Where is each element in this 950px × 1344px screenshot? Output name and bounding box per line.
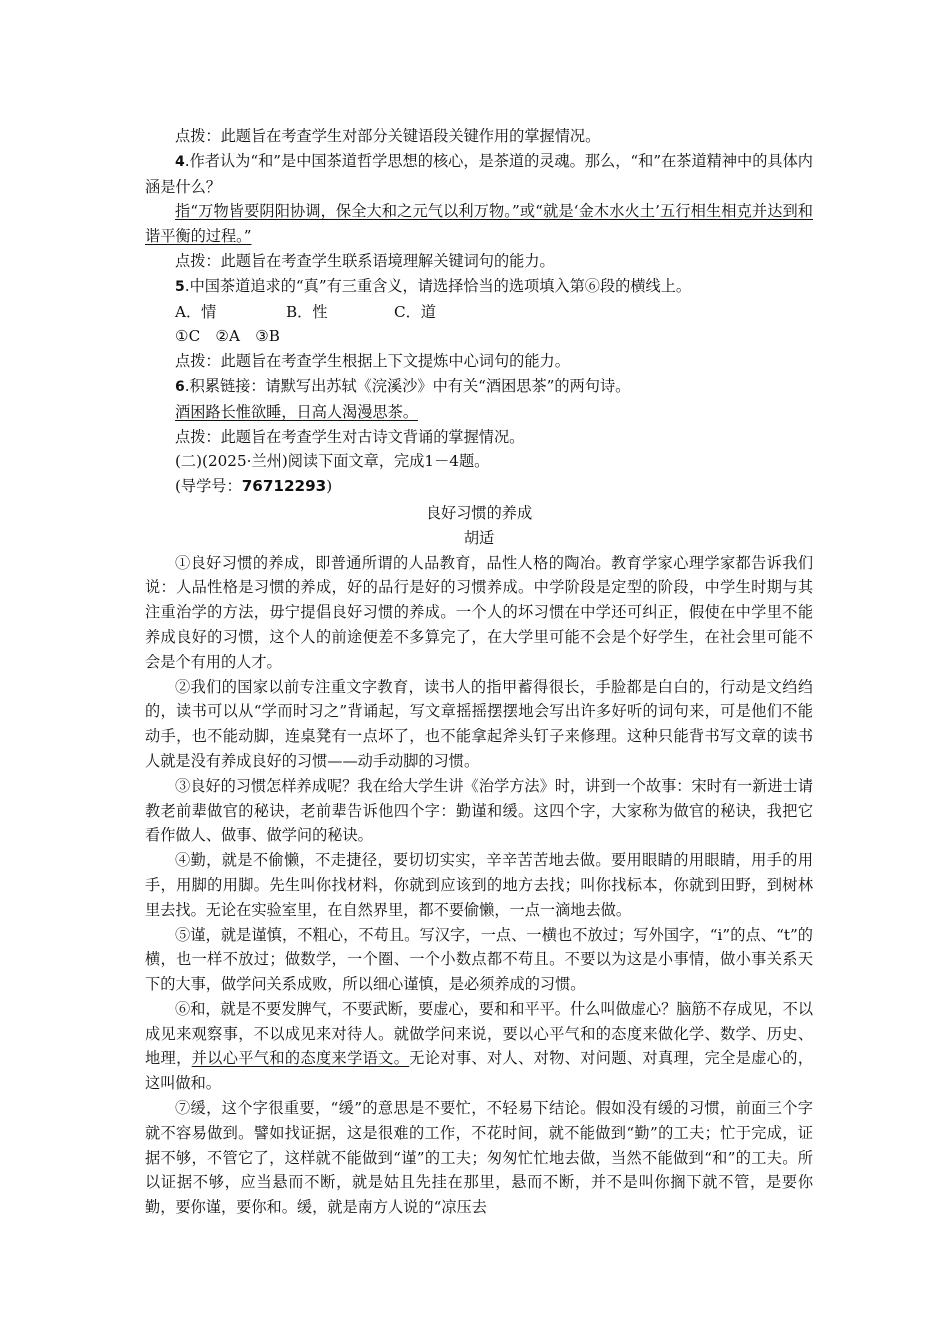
hint-q3: 点拨：此题旨在考查学生对部分关键语段关键作用的掌握情况。 (175, 127, 601, 145)
guide-number: 76712293 (241, 477, 327, 496)
question-number: 6 (175, 378, 185, 395)
options-q5 (145, 300, 813, 325)
question-text: .积累链接：请默写出苏轼《浣溪沙》中有关“酒困思茶”的两句诗。 (184, 376, 631, 395)
paragraph-7: ⑦缓，这个字很重要，“缓”的意思是不要忙，不轻易下结论。假如没有缓的习惯，前面三个字就不容易做到。譬如找证据，这是很难的工作，不花时间，就不能做到“勤”的工夫；忙于完成，证据不够，不管它了，这样就不能做到“谨”的工夫；匆匆忙忙地去做，当然不能做到“和”的工夫。所以证据不够，应当悬而不断，就是姑且先挂在那里，悬而不断，并不是叫你搁下就不管，是要你勤，要你谨，要你和。缓，就是南方人说的“凉压去 (145, 1099, 813, 1217)
paragraph-1: ①良好习惯的养成，即普通所谓的人品教育，品性人格的陶冶。教育学家心理学家都告诉我们说：人品性格是习惯的养成，好的品行是好的习惯养成。中学阶段是定型的阶段，中学生时期与其注重治学的方法，毋宁提倡良好习惯的养成。一个人的坏习惯在中学还可纠正，假使在中学里不能养成良好的习惯，这个人的前途便差不多算完了，在大学里可能不会是个好学生，在社会里可能不会是个有用的人才。 (145, 553, 813, 671)
paragraph-6-part-1: ⑥和，就是不要发脾气，不要武断，要虚心，要和和平平。什么叫做虚心？脑筋不存成见，不以成见来观察事，不以成见来对待人。就做学问来说，要以心平气和的态度来做化学、数学、历史、地理， (145, 999, 813, 1068)
page-content (145, 124, 813, 1220)
answer-text: 指“万物皆要阴阳协调，保全大和之元气以利万物。”或“就是‘金木水火土’五行相生相克并达到和谐平衡的过程。” (145, 202, 813, 246)
article-title: 良好习惯的养成 (425, 503, 533, 522)
guide-close: ) (326, 477, 333, 496)
paragraph-3: ③良好的习惯怎样养成呢？我在给大学生讲《治学方法》时，讲到一个故事：宋时有一新进士请教老前辈做官的秘诀，老前辈告诉他四个字：勤谨和缓。这四个字，大家称为做官的秘诀，我把它看作做人、做事、做学问的秘诀。 (145, 776, 813, 845)
question-number: 5 (175, 278, 185, 295)
answer-q4 (145, 199, 813, 249)
question-6 (145, 374, 813, 400)
question-number: 4 (175, 153, 185, 170)
hint-q5: 点拨：此题旨在考查学生根据上下文提炼中心词句的能力。 (175, 352, 570, 371)
underlined-sentence: 并以心平气和的态度来学语文。 (191, 1049, 410, 1068)
answer-q6 (145, 400, 813, 425)
hint-q6: 点拨：此题旨在考查学生对古诗文背诵的掌握情况。 (175, 427, 525, 446)
paragraph-4: ④勤，就是不偷懒，不走捷径，要切切实实，辛辛苦苦地去做。要用眼睛的用眼睛，用手的用手，用脚的用脚。先生叫你找材料，你就到应该到的地方去找；叫你找标本，你就到田野，到树林里去找。无论在实验室里，在自然界里，都不要偷懒，一点一滴地去做。 (145, 851, 813, 919)
question-5 (145, 274, 813, 300)
answer-text: 酒困路长惟欲睡，日高人渴漫思茶。 (175, 402, 418, 421)
hint-q4: 点拨：此题旨在考查学生联系语境理解关键词句的能力。 (175, 251, 555, 270)
question-text: .作者认为“和”是中国茶道哲学思想的核心，是茶道的灵魂。那么，“和”在茶道精神中的具体内涵是什么？ (145, 151, 813, 196)
option-c: C．道 (394, 302, 436, 321)
paragraph-6-part-2: 无论对事、对人、对物、对问题、对真理，完全是虚心的，这叫做和。 (145, 1049, 814, 1093)
guide-number-line (145, 474, 813, 499)
section-intro: (二)(2025·兰州)阅读下面文章，完成1－4题。 (175, 452, 490, 471)
question-text: .中国茶道追求的“真”有三重含义，请选择恰当的选项填入第⑥段的横线上。 (184, 276, 692, 295)
paragraph-6 (145, 997, 813, 1096)
paragraph-2: ②我们的国家以前专注重文字教育，读书人的指甲蓄得很长，手脸都是白白的，行动是文绉绉的，读书可以从“学而时习之”背诵起，写文章摇摇摆摆地会写出许多好听的词句来，可是他们不能动手，也不能动脚，连桌凳有一点坏了，也不能拿起斧头钉子来修理。这种只能背书写文章的读书人就是没有养成良好的习惯——动手动脚的习惯。 (145, 677, 813, 770)
answer-q5: ①C ②A ③B (175, 327, 280, 346)
question-4 (145, 149, 813, 200)
paragraph-5: ⑤谨，就是谨慎，不粗心，不苟且。写汉字，一点、一横也不放过；写外国字，“i”的点、“t”的横，也一样不放过；做数学，一个圈、一个小数点都不苟且。不要以为这是小事情，做小事关系天下的大事，做学问关系成败，所以细心谨慎，是必须养成的习惯。 (145, 925, 813, 994)
option-b: B．性 (286, 302, 328, 321)
option-a: A．情 (175, 302, 217, 321)
article-author: 胡适 (463, 528, 495, 547)
guide-label: (导学号： (175, 477, 242, 496)
